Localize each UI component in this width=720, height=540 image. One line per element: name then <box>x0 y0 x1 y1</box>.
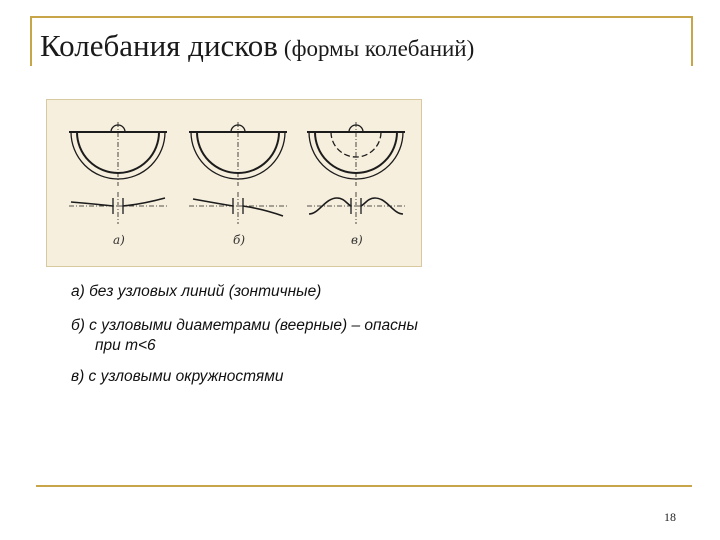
mode-a-profile <box>69 192 167 224</box>
right-rule <box>691 16 693 66</box>
mode-b-disk <box>189 122 287 186</box>
figure-label-a: а) <box>113 233 125 247</box>
vibration-modes-figure <box>46 99 422 267</box>
title-main: Колебания дисков <box>40 28 278 63</box>
vibration-modes-drawing <box>47 100 423 268</box>
mode-c-disk <box>307 122 405 186</box>
caption-b-line1: б) с узловыми диаметрами (веерные) – опасны <box>71 317 418 334</box>
mode-b-profile <box>189 192 287 224</box>
figure-label-c: в) <box>351 233 363 247</box>
mode-c-profile <box>307 192 405 224</box>
slide-title <box>40 28 474 64</box>
caption-b-line2: при m<6 <box>95 337 156 354</box>
title-subtitle: (формы колебаний) <box>283 36 475 61</box>
page-number: 18 <box>664 510 676 524</box>
left-rule <box>30 16 32 66</box>
bottom-rule <box>36 485 692 487</box>
mode-a-disk <box>69 122 167 186</box>
caption-a: а) без узловых линий (зонтичные) <box>71 283 322 300</box>
caption-c: в) с узловыми окружностями <box>71 368 284 385</box>
top-rule <box>30 16 692 18</box>
figure-label-b: б) <box>233 233 246 247</box>
